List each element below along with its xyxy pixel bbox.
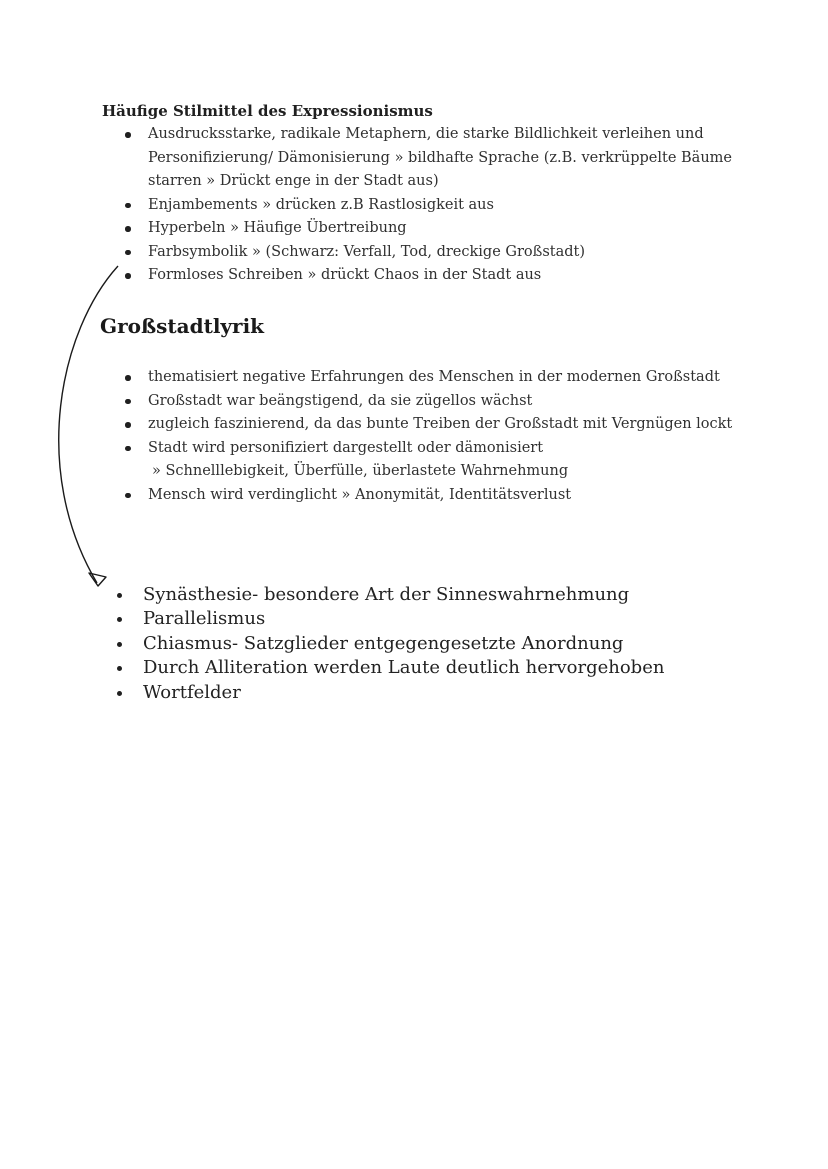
list-item-line: Stadt wird personifiziert dargestellt oder dämonisiert [148,439,544,456]
weitere-stilmittel-list [143,583,664,705]
list-item [148,217,708,241]
list-item-line: Formloses Schreiben » drückt Chaos in der Stadt aus [148,267,542,283]
list-item: Parallelismus [143,607,664,631]
stilmittel-list [148,123,733,288]
list-item [148,437,748,484]
list-item-line: Ausdrucksstarke, radikale Metaphern, die starke Bildlichkeit verleihen und [148,126,704,142]
list-item-line: Hyperbeln » Häufige Übertreibung [148,220,407,236]
list-item-line: thematisiert negative Erfahrungen des Menschen in der modernen Großstadt [148,369,720,385]
list-item-line: » Schnelllebigkeit, Überfülle, überlastete Wahrnehmung [152,463,569,479]
list-item-line: zugleich faszinierend, da das bunte Treiben der Großstadt mit Vergnügen lockt [148,416,733,432]
list-item [148,413,748,437]
section-heading-grossstadtlyrik: Großstadtlyrik [100,314,265,338]
arrow-head-icon [89,573,106,586]
list-item [148,123,733,194]
list-item [148,264,708,288]
list-item: Durch Alliteration werden Laute deutlich hervorgehoben [143,656,664,680]
list-item [148,366,748,390]
list-item-line: Großstadt war beängstigend, da sie zügellos wächst [148,392,533,409]
list-item-line: starren » Drückt enge in der Stadt aus) [148,173,439,189]
section-heading-stilmittel: Häufige Stilmittel des Expressionismus [102,102,433,120]
list-item-line: Farbsymbolik » (Schwarz: Verfall, Tod, dreckige Großstadt) [148,243,586,260]
list-item-line: Personifizierung/ Dämonisierung » bildhafte Sprache (z.B. verkrüppelte Bäume [148,149,733,166]
list-item: Chiasmus- Satzglieder entgegengesetzte Anordnung [143,632,664,656]
list-item [148,484,748,508]
list-item [148,241,708,265]
grossstadtlyrik-list [148,366,748,507]
list-item: Synästhesie- besondere Art der Sinneswahrnehmung [143,583,664,607]
list-item-line: Enjambements » drücken z.B Rastlosigkeit aus [148,196,494,213]
list-item [148,194,708,218]
list-item: Wortfelder [143,681,664,705]
list-item [148,390,748,414]
list-item-line: Mensch wird verdinglicht » Anonymität, Identitätsverlust [148,486,572,503]
